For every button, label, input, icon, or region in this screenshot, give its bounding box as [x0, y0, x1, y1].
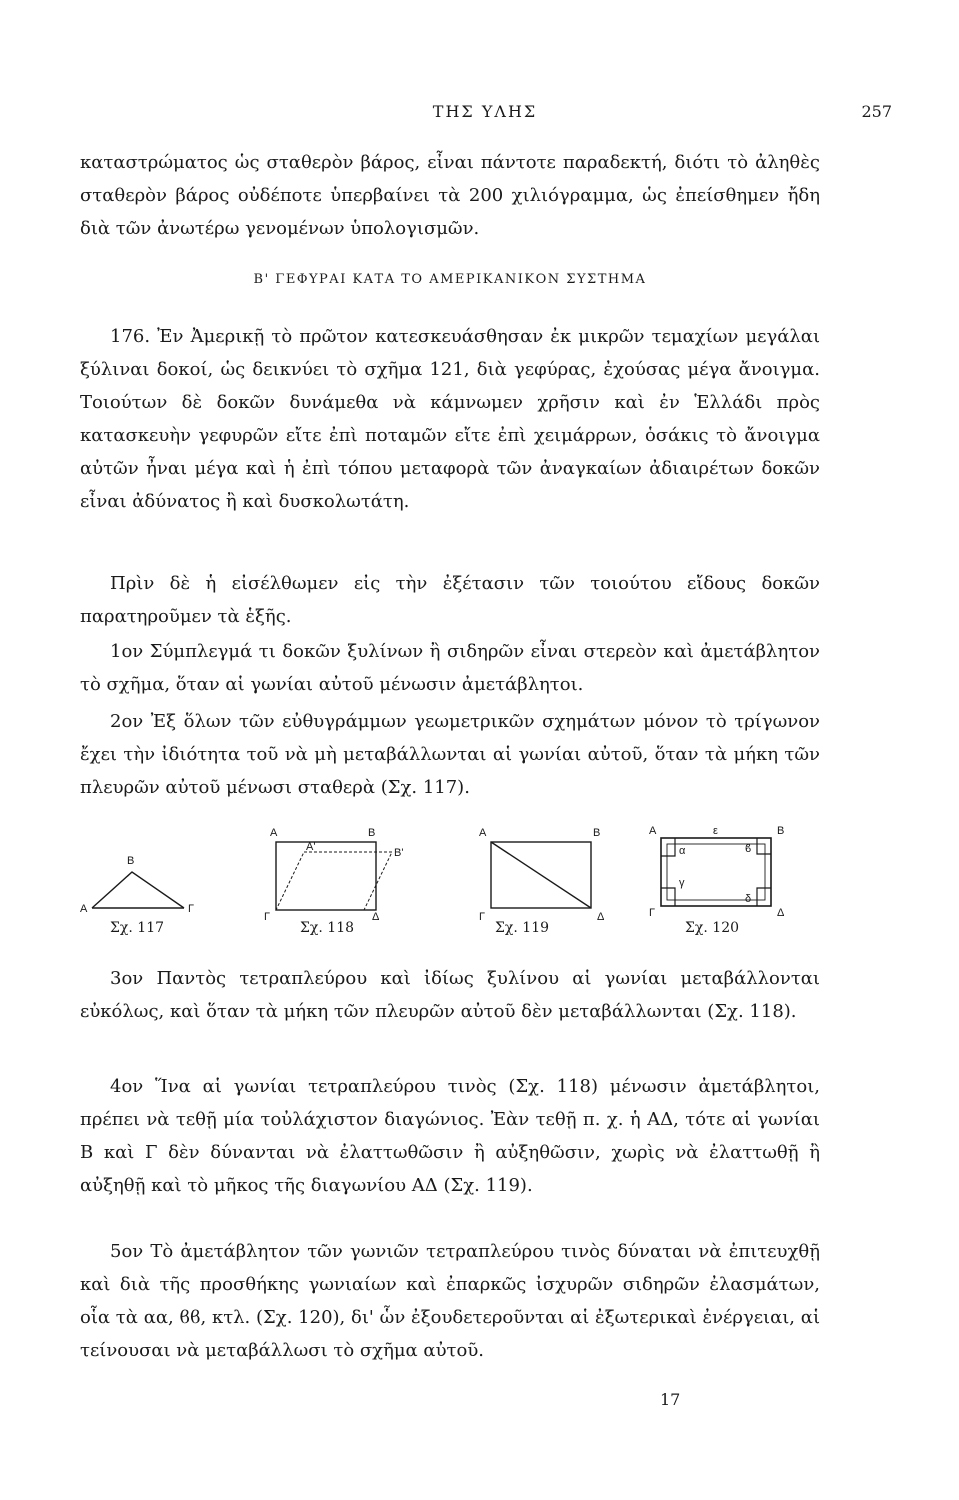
paragraph-176: 176. Ἐν Ἀμερικῇ τὸ πρῶτον κατεσκευάσθησαν ἐκ μικρῶν τεμαχίων μεγάλαι ξύλιναι δοκοί, ὡς δεικνύει τὸ σχῆμα 121, διὰ γεφύρας, ἐχούσας μέγα ἄνοιγμα. Τοιούτων δὲ δοκῶν δυνάμεθα νὰ κάμνωμεν χρῆσιν καὶ ἐν Ἑλλάδι πρὸς κατασκευὴν γεφυρῶν εἴτε ἐπὶ ποταμῶν εἴτε ἐπὶ χειμάρρων, ὁσάκις τὸ ἄνοιγμα αὐτῶν ἦναι μέγα καὶ ἡ ἐπὶ τόπου μεταφορὰ τῶν ἀναγκαίων ἀδιαιρέτων δοκῶν εἶναι ἀδύνατος ἢ καὶ δυσκολωτάτη. [80, 326, 820, 512]
figure-120 [645, 820, 815, 950]
figure-119-caption: Σχ. 119 [495, 920, 550, 936]
figure-118-caption: Σχ. 118 [300, 920, 355, 936]
paragraph-point-2: 2ον Ἐξ ὅλων τῶν εὐθυγράμμων γεωμετρικῶν σχημάτων μόνον τὸ τρίγωνον ἔχει τὴν ἰδιότητα τοῦ νὰ μὴ μεταβάλλωνται αἱ γωνίαι αὐτοῦ, ὅταν τὰ μήκη τῶν πλευρῶν αὐτοῦ μένωσι σταθερὰ (Σχ. 117). [80, 711, 820, 798]
label-point-a: Α [649, 825, 657, 837]
label-point-d: Δ [597, 911, 605, 923]
triangle-sides [92, 872, 184, 908]
label-point-b: Β [127, 855, 135, 867]
signature-mark: 17 [660, 1390, 681, 1409]
label-plate-epsilon: ε [713, 825, 718, 837]
rectangle-frame [661, 838, 771, 906]
corner-plate-d [757, 888, 771, 906]
label-point-a-prime: Α' [306, 841, 316, 853]
label-plate-alpha: α [679, 845, 686, 857]
section-heading: Β' ΓΕΦΥΡΑΙ ΚΑΤΑ ΤΟ ΑΜΕΡΙΚΑΝΙΚΟΝ ΣΥΣΤΗΜΑ [253, 272, 647, 287]
figure-118 [260, 820, 430, 950]
label-point-b: Β [777, 825, 785, 837]
figure-118-drawing [260, 820, 430, 923]
diagonal-ad [491, 842, 591, 908]
page-header [70, 102, 900, 132]
label-point-g: Γ [479, 911, 486, 923]
label-point-g: Γ [264, 911, 271, 923]
label-point-b: Β [593, 827, 601, 839]
corner-plate-a [661, 838, 675, 856]
corner-plate-g [661, 888, 675, 906]
label-plate-beta: ϐ [745, 843, 752, 855]
label-point-b: Β [368, 827, 376, 839]
figure-120-caption: Σχ. 120 [685, 920, 740, 936]
paragraph-point-4: 4ον Ἵνα αἱ γωνίαι τετραπλεύρου τινὸς (Σχ. 118) μένωσιν ἀμετάβλητοι, πρέπει νὰ τεθῇ μία τοὐλάχιστον διαγώνιος. Ἐὰν τεθῇ π. χ. ἡ ΑΔ, τότε αἱ γωνίαι Β καὶ Γ δὲν δύνανται νὰ ἐλαττωθῶσιν ἢ αὐξηθῶσιν, χωρὶς νὰ ἐλαττωθῇ ἢ αὐξηθῇ καὶ τὸ μῆκος τῆς διαγωνίου ΑΔ (Σχ. 119). [80, 1076, 820, 1196]
label-point-d: Δ [777, 907, 785, 919]
label-point-b-prime: Β' [394, 847, 404, 859]
figure-117-caption: Σχ. 117 [110, 920, 165, 936]
label-plate-delta: δ [745, 893, 752, 905]
paragraph-intro: Πρὶν δὲ ἡ εἰσέλθωμεν εἰς τὴν ἐξέτασιν τῶν τοιούτου εἴδους δοκῶν παρατηροῦμεν τὰ ἑξῆς. [80, 573, 820, 627]
label-point-a: Α [80, 903, 88, 915]
label-point-a: Α [270, 827, 278, 839]
deformed-quadrilateral [276, 852, 392, 910]
figure-117 [80, 820, 230, 950]
paragraph-point-3: 3ον Παντὸς τετραπλεύρου καὶ ἰδίως ξυλίνου αἱ γωνίαι μεταβάλλονται εὐκόλως, καὶ ὅταν τὰ μήκη τῶν πλευρῶν αὐτοῦ δὲν μεταβάλλωνται (Σχ. 118). [80, 968, 820, 1022]
figure-119-drawing [475, 820, 625, 923]
label-plate-gamma: γ [679, 877, 685, 889]
corner-plate-b [757, 838, 771, 854]
running-title: ΤΗΣ ΥΛΗΣ [432, 102, 538, 121]
label-point-g: Γ [649, 907, 656, 919]
label-point-d: Δ [372, 911, 380, 923]
paragraph-continuation: καταστρώματος ὡς σταθερὸν βάρος, εἶναι πάντοτε παραδεκτή, διότι τὸ ἀληθὲς σταθερὸν βάρος οὐδέποτε ὑπερβαίνει τὰ 200 χιλιόγραμμα, ὡς ἐπείσθημεν ἤδη διὰ τῶν ἀνωτέρω γενομένων ὑπολογισμῶν. [80, 152, 820, 239]
label-point-a: Α [479, 827, 487, 839]
figure-117-drawing [80, 820, 230, 920]
paragraph-point-5: 5ον Τὸ ἀμετάβλητον τῶν γωνιῶν τετραπλεύρου τινὸς δύναται νὰ ἐπιτευχθῇ καὶ διὰ τῆς προσθήκης γωνιαίων καὶ ἐπαρκῶς ἰσχυρῶν σιδηρῶν ἐλασμάτων, οἷα τὰ αα, ϐϐ, κτλ. (Σχ. 120), δι' ὧν ἐξουδετεροῦνται αἱ ἐξωτερικαὶ ἐνέργειαι, αἱ τείνουσαι νὰ μεταβάλλωσι τὸ σχῆμα αὐτοῦ. [80, 1241, 820, 1361]
figure-119 [475, 820, 625, 950]
page-number: 257 [861, 102, 892, 121]
paragraph-point-1: 1ον Σύμπλεγμά τι δοκῶν ξυλίνων ἢ σιδηρῶν εἶναι στερεὸν καὶ ἀμετάβλητον τὸ σχῆμα, ὅταν αἱ γωνίαι αὐτοῦ μένωσιν ἀμετάβλητοι. [80, 641, 820, 695]
figures-row [80, 820, 820, 950]
figure-120-drawing [645, 820, 815, 920]
label-point-g: Γ [188, 903, 195, 915]
